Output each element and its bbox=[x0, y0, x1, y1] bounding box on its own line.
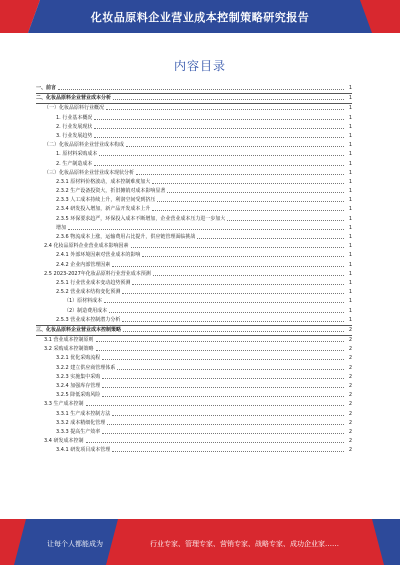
toc-entry-text: 二、化妆品原料企业营业成本分析 bbox=[36, 95, 112, 102]
toc-page-number: 2 bbox=[348, 355, 352, 362]
toc-entry-text: 三、化妆品原料企业营业成本控制策略 bbox=[36, 326, 122, 333]
toc-leader-dots bbox=[153, 275, 344, 276]
toc-leader-dots bbox=[102, 396, 344, 397]
toc-entry[interactable] bbox=[36, 150, 352, 159]
toc-entry[interactable] bbox=[36, 288, 352, 297]
toc-page-number: 1 bbox=[348, 123, 352, 130]
toc-entry-text: 2.4.1 外部环境因素对营业成本的影响 bbox=[56, 252, 141, 259]
toc-page-number: 1 bbox=[348, 215, 352, 222]
toc-entry-text: 增加 bbox=[56, 224, 67, 231]
toc-entry-text: 一、前言 bbox=[36, 85, 57, 91]
toc-entry[interactable] bbox=[36, 242, 352, 251]
toc-entry-text: 3.4.1 研发项目成本管理 bbox=[56, 447, 111, 454]
toc-leader-dots bbox=[96, 350, 344, 351]
toc-leader-dots bbox=[112, 415, 344, 416]
toc-entry-text: 2.3.3 人工成本持续上升，利润空间受到挤压 bbox=[56, 197, 156, 204]
toc-entry-text: 2. 行业发展现状 bbox=[56, 123, 93, 130]
toc-page-number: 1 bbox=[348, 85, 352, 91]
toc-entry[interactable] bbox=[36, 354, 352, 363]
toc-leader-dots bbox=[104, 302, 344, 303]
toc-entry[interactable] bbox=[36, 251, 352, 260]
toc-entry-text: 2.4 化妆品原料企业营业成本影响因素 bbox=[44, 243, 129, 250]
toc-entry[interactable] bbox=[36, 94, 352, 104]
toc-leader-dots bbox=[123, 331, 344, 332]
toc-page-number: 2 bbox=[348, 428, 352, 435]
toc-entry-text: 3.2.4 加强库存管理 bbox=[56, 383, 101, 389]
toc-leader-dots bbox=[122, 293, 344, 294]
toc-entry[interactable] bbox=[36, 410, 352, 419]
toc-leader-dots bbox=[94, 119, 344, 120]
toc-entry[interactable] bbox=[36, 160, 352, 169]
toc-page-number: 2 bbox=[348, 392, 352, 399]
toc-entry-text: 3.2.2 建立供应商管理体系 bbox=[56, 364, 116, 371]
toc-leader-dots bbox=[142, 256, 344, 257]
toc-page-number: 1 bbox=[348, 279, 352, 286]
toc-entry[interactable] bbox=[36, 364, 352, 373]
toc-entry-text: 3.2.1 优化采购流程 bbox=[56, 355, 101, 362]
toc-leader-dots bbox=[68, 229, 344, 230]
toc-entry[interactable] bbox=[36, 428, 352, 437]
toc-heading: 内容目录 bbox=[173, 59, 226, 73]
toc-leader-dots bbox=[102, 359, 344, 360]
toc-page-number: 2 bbox=[348, 438, 352, 445]
toc-entry[interactable] bbox=[36, 336, 352, 345]
table-of-contents bbox=[36, 84, 352, 456]
toc-entry-text: 2.5.1 行业营业成本变动趋势预测 bbox=[56, 279, 131, 286]
toc-leader-dots bbox=[112, 266, 344, 267]
toc-leader-dots bbox=[227, 220, 344, 221]
toc-leader-dots bbox=[107, 424, 344, 425]
toc-leader-dots bbox=[167, 192, 344, 193]
toc-entry[interactable] bbox=[36, 373, 352, 382]
toc-entry-text: 2. 生产制造成本 bbox=[56, 160, 93, 167]
toc-leader-dots bbox=[112, 451, 344, 452]
toc-page-number: 1 bbox=[348, 270, 352, 277]
toc-entry[interactable] bbox=[36, 123, 352, 132]
toc-entry-text: 3.1 营业成本控制原则 bbox=[44, 337, 94, 344]
toc-entry[interactable] bbox=[36, 391, 352, 400]
toc-entry[interactable] bbox=[36, 279, 352, 288]
toc-page-number: 1 bbox=[348, 224, 352, 231]
footer-slogan: 让每个人都能成为 bbox=[47, 540, 103, 548]
toc-entry-text: 2.3.2 生产设备投资大，折旧摊销对成本影响显著 bbox=[56, 188, 166, 195]
toc-entry[interactable] bbox=[36, 114, 352, 123]
toc-entry[interactable] bbox=[36, 326, 352, 336]
toc-page-number: 1 bbox=[348, 132, 352, 139]
toc-page-number: 1 bbox=[348, 114, 352, 121]
toc-entry-text: 2.3.6 物流成本上涨，运输费用占比提升，供应链管理面临挑战 bbox=[56, 234, 196, 240]
toc-entry-text: 2.3.1 原材料价格波动，成本控制难度加大 bbox=[56, 178, 151, 185]
toc-entry[interactable] bbox=[36, 187, 352, 196]
toc-page-number: 1 bbox=[348, 197, 352, 204]
toc-entry-text: 2.3.4 研发投入增加，新产品开发成本上升 bbox=[56, 206, 151, 213]
toc-entry-text: （1）原材料成本 bbox=[64, 298, 103, 305]
toc-leader-dots bbox=[197, 238, 344, 239]
toc-entry-text: （2）制造费用成本 bbox=[64, 307, 108, 314]
toc-leader-dots bbox=[86, 405, 344, 406]
toc-leader-dots bbox=[86, 442, 344, 443]
toc-entry[interactable] bbox=[36, 104, 352, 113]
toc-entry-text: 2.4.2 企业内部管理因素 bbox=[56, 261, 111, 268]
toc-leader-dots bbox=[152, 210, 344, 211]
toc-page-number: 1 bbox=[348, 160, 352, 167]
toc-entry-text: （一）化妆品原料行业概况 bbox=[44, 105, 105, 112]
toc-entry-text: 2.5.2 营业成本结构变化预测 bbox=[56, 289, 121, 296]
toc-entry-text: 3.2.5 降低采购风险 bbox=[56, 392, 101, 399]
toc-page-number: 1 bbox=[348, 95, 352, 102]
toc-leader-dots bbox=[126, 146, 344, 147]
toc-entry-text: 3.3 生产成本控制 bbox=[44, 401, 84, 408]
toc-entry-text: （三）化妆品原料企业营业成本现状分析 bbox=[44, 169, 135, 176]
toc-page-number: 2 bbox=[348, 401, 352, 408]
toc-page-number: 1 bbox=[348, 151, 352, 158]
toc-page-number: 1 bbox=[348, 206, 352, 213]
toc-entry[interactable] bbox=[36, 224, 352, 233]
toc-entry[interactable] bbox=[36, 205, 352, 214]
toc-entry[interactable] bbox=[36, 419, 352, 428]
toc-entry-text: 3.3.2 成本精细化管理 bbox=[56, 419, 106, 426]
toc-entry[interactable] bbox=[36, 446, 352, 455]
toc-entry-text: 3.2 采购成本控制策略 bbox=[44, 346, 94, 353]
toc-leader-dots bbox=[102, 387, 344, 388]
toc-page-number: 2 bbox=[348, 326, 352, 333]
toc-entry-text: 1. 行业基本概况 bbox=[56, 114, 93, 121]
toc-entry[interactable] bbox=[36, 169, 352, 178]
toc-page-number: 1 bbox=[348, 178, 352, 185]
toc-page-number: 1 bbox=[348, 252, 352, 259]
toc-leader-dots bbox=[157, 201, 344, 202]
toc-leader-dots bbox=[131, 247, 344, 248]
toc-leader-dots bbox=[152, 183, 344, 184]
toc-page-number: 2 bbox=[348, 410, 352, 417]
toc-page-number: 1 bbox=[348, 289, 352, 296]
toc-entry[interactable] bbox=[36, 316, 352, 326]
toc-leader-dots bbox=[94, 165, 344, 166]
toc-leader-dots bbox=[102, 433, 344, 434]
toc-entry-text: 3. 行业发展趋势 bbox=[56, 132, 93, 139]
toc-entry[interactable] bbox=[36, 307, 352, 316]
toc-page-number: 1 bbox=[348, 142, 352, 149]
toc-entry[interactable] bbox=[36, 215, 352, 224]
toc-leader-dots bbox=[132, 284, 344, 285]
toc-leader-dots bbox=[96, 341, 344, 342]
report-title: 化妆品原料企业营业成本控制策略研究报告 bbox=[90, 11, 310, 24]
toc-entry-text: 2.3.5 环保要求趋严，环保投入成本不断增加，企业营业成本压力进一步加大 bbox=[56, 215, 226, 222]
toc-page-number: 2 bbox=[348, 346, 352, 353]
toc-leader-dots bbox=[106, 109, 344, 110]
toc-leader-dots bbox=[109, 312, 344, 313]
toc-entry-text: 1. 原材料采购成本 bbox=[56, 151, 98, 158]
toc-entry-text: 3.3.3 提高生产效率 bbox=[56, 428, 101, 435]
toc-entry[interactable] bbox=[36, 382, 352, 391]
toc-entry-text: （二）化妆品原料企业营业成本构成 bbox=[44, 142, 125, 149]
toc-leader-dots bbox=[94, 128, 344, 129]
toc-entry[interactable] bbox=[36, 196, 352, 205]
toc-page-number: 1 bbox=[348, 234, 352, 240]
toc-entry-text: 2.5.3 营业成本控制潜力分析 bbox=[56, 316, 121, 323]
toc-page-number: 1 bbox=[348, 261, 352, 268]
toc-leader-dots bbox=[102, 378, 344, 379]
toc-entry-text: 3.4 研发成本控制 bbox=[44, 438, 84, 445]
toc-page-number: 2 bbox=[348, 373, 352, 380]
toc-entry-text: 2.5 2023-2027年化妆品原料行业营业成本预测 bbox=[44, 270, 151, 277]
toc-page-number: 2 bbox=[348, 419, 352, 426]
toc-page-number: 1 bbox=[348, 298, 352, 305]
toc-leader-dots bbox=[113, 99, 344, 100]
toc-leader-dots bbox=[122, 321, 344, 322]
toc-page-number: 2 bbox=[348, 447, 352, 454]
toc-leader-dots bbox=[136, 174, 344, 175]
toc-page-number: 2 bbox=[348, 364, 352, 371]
footer-banner bbox=[0, 519, 400, 565]
toc-page-number: 1 bbox=[348, 307, 352, 314]
toc-entry[interactable] bbox=[36, 270, 352, 279]
toc-entry[interactable] bbox=[36, 400, 352, 409]
toc-entry[interactable] bbox=[36, 437, 352, 446]
toc-page-number: 1 bbox=[348, 105, 352, 112]
toc-page-number: 1 bbox=[348, 243, 352, 250]
toc-entry[interactable] bbox=[36, 84, 352, 94]
toc-entry[interactable] bbox=[36, 132, 352, 141]
toc-page-number: 1 bbox=[348, 188, 352, 195]
toc-leader-dots bbox=[99, 155, 344, 156]
toc-leader-dots bbox=[58, 89, 344, 90]
header-banner bbox=[0, 0, 400, 33]
toc-leader-dots bbox=[94, 137, 344, 138]
toc-page-number: 2 bbox=[348, 337, 352, 344]
footer-tagline: 行业专家、管理专家、营销专家、战略专家、成功企业家…… bbox=[150, 540, 339, 548]
toc-entry[interactable] bbox=[36, 345, 352, 354]
toc-entry[interactable] bbox=[36, 261, 352, 270]
toc-page-number: 1 bbox=[348, 316, 352, 323]
toc-page-number: 1 bbox=[348, 169, 352, 176]
toc-leader-dots bbox=[117, 369, 344, 370]
toc-entry-text: 3.2.3 实施集中采购 bbox=[56, 373, 101, 380]
toc-entry[interactable] bbox=[36, 297, 352, 306]
toc-entry[interactable] bbox=[36, 178, 352, 187]
toc-page-number: 2 bbox=[348, 383, 352, 389]
toc-entry-text: 3.3.1 生产成本控制方法 bbox=[56, 410, 111, 417]
toc-entry[interactable] bbox=[36, 141, 352, 150]
toc-entry[interactable] bbox=[36, 233, 352, 242]
